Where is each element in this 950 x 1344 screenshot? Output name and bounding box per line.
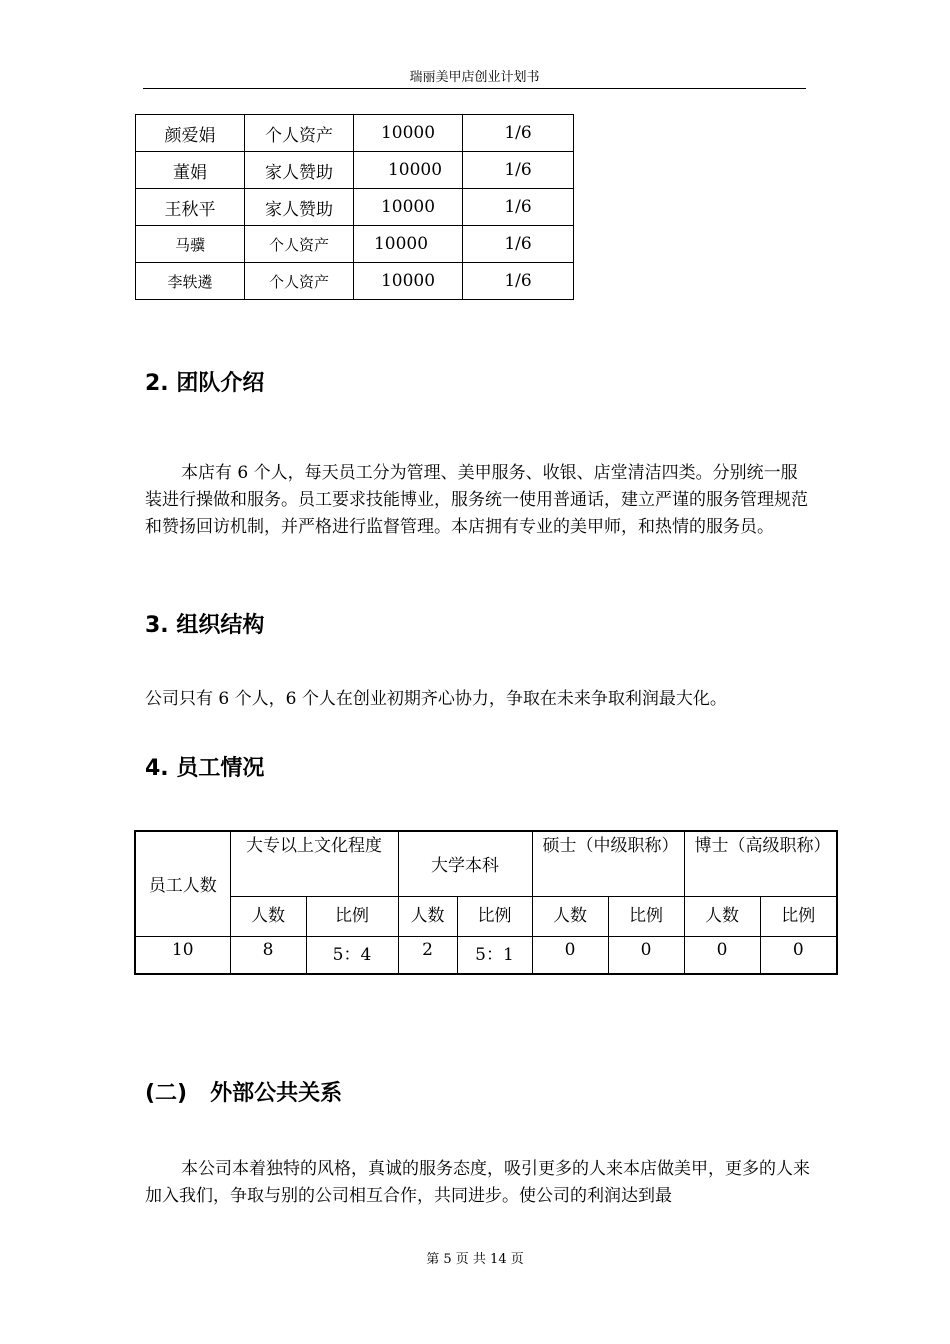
external-paragraph [145, 1156, 810, 1210]
section-heading-org: 3. 组织结构 [145, 613, 265, 638]
table-row [136, 226, 574, 263]
investor-amount: 10000 [354, 189, 463, 226]
investor-table [135, 114, 574, 300]
staff-table [134, 830, 838, 975]
staff-count-header: 人数 [230, 896, 306, 936]
staff-group-header: 博士（高级职称） [684, 831, 837, 896]
staff-count-header: 人数 [532, 896, 608, 936]
staff-group-header: 硕士（中级职称） [532, 831, 684, 896]
investor-amount: 10000 [354, 226, 463, 263]
investor-name: 王秋平 [136, 189, 245, 226]
table-row [136, 263, 574, 300]
investor-name: 李轶遴 [136, 263, 245, 300]
investor-share: 1/6 [463, 226, 574, 263]
staff-cell: 5：1 [457, 936, 532, 974]
investor-share: 1/6 [463, 115, 574, 152]
staff-cell: 8 [230, 936, 306, 974]
org-paragraph: 公司只有 6 个人，6 个人在创业初期齐心协力，争取在未来争取利润最大化。 [145, 689, 727, 709]
table-row [135, 896, 837, 936]
investor-share: 1/6 [463, 152, 574, 189]
investor-source: 家人赞助 [245, 152, 354, 189]
investor-name: 董娟 [136, 152, 245, 189]
staff-cell: 0 [684, 936, 760, 974]
investor-amount: 10000 [354, 263, 463, 300]
staff-ratio-header: 比例 [608, 896, 684, 936]
page-footer: 第 5 页 共 14 页 [426, 1252, 524, 1267]
investor-name: 马骥 [136, 226, 245, 263]
team-paragraph [145, 460, 810, 541]
investor-source: 家人赞助 [245, 189, 354, 226]
team-text: 本店有 6 个人，每天员工分为管理、美甲服务、收银、店堂清洁四类。分别统一服装进行操做和服务。员工要求技能博业，服务统一使用普通话，建立严谨的服务管理规范和赞扬回访机制，并严格进行监督管理。本店拥有专业的美甲师，和热情的服务员。 [145, 463, 808, 537]
staff-cell: 5：4 [306, 936, 398, 974]
table-row [136, 152, 574, 189]
investor-name: 颜爱娟 [136, 115, 245, 152]
investor-share: 1/6 [463, 189, 574, 226]
staff-ratio-header: 比例 [306, 896, 398, 936]
staff-cell: 0 [760, 936, 837, 974]
staff-group-header: 大学本科 [398, 831, 532, 896]
page-header: 瑞丽美甲店创业计划书 [143, 66, 806, 89]
staff-cell: 0 [532, 936, 608, 974]
staff-cell: 10 [135, 936, 230, 974]
table-row [136, 115, 574, 152]
section-heading-team: 2. 团队介绍 [145, 371, 265, 396]
staff-ratio-header: 比例 [457, 896, 532, 936]
investor-source: 个人资产 [245, 263, 354, 300]
staff-ratio-header: 比例 [760, 896, 837, 936]
external-text: 本公司本着独特的风格，真诚的服务态度，吸引更多的人来本店做美甲，更多的人来加入我们，争取与别的公司相互合作，共同进步。使公司的利润达到最 [145, 1159, 810, 1206]
staff-cell: 0 [608, 936, 684, 974]
investor-amount: 10000 [354, 115, 463, 152]
investor-source: 个人资产 [245, 115, 354, 152]
table-row [135, 936, 837, 974]
staff-group-header: 大专以上文化程度 [230, 831, 398, 896]
section-heading-staff: 4. 员工情况 [145, 756, 265, 781]
table-row [135, 831, 837, 896]
section-heading-external: (二) 外部公共关系 [145, 1081, 343, 1106]
investor-amount: 10000 [354, 152, 463, 189]
staff-total-header: 员工人数 [135, 831, 230, 936]
staff-cell: 2 [398, 936, 457, 974]
staff-count-header: 人数 [684, 896, 760, 936]
investor-share: 1/6 [463, 263, 574, 300]
staff-count-header: 人数 [398, 896, 457, 936]
investor-source: 个人资产 [245, 226, 354, 263]
table-row [136, 189, 574, 226]
